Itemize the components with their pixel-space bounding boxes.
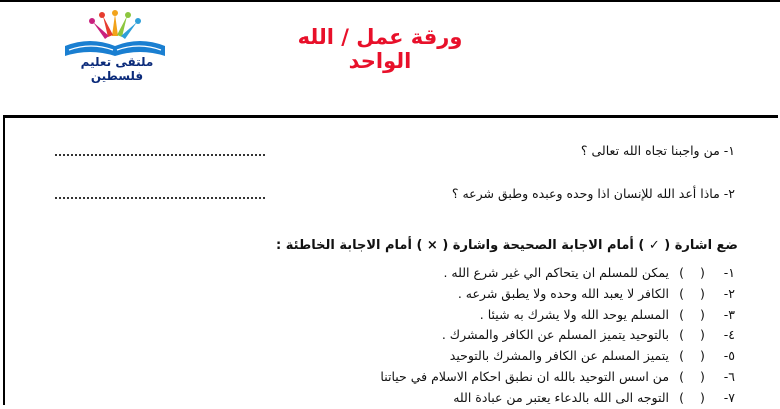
list-item [95,325,735,346]
question-1 [35,143,735,158]
item-text: يمكن للمسلم ان يتحاكم الي غير شرع الله . [443,265,670,280]
logo-text: ملتقى تعليم فلسطين [80,55,154,83]
item-text: الكافر لا يعبد الله وحده ولا يطبق شرعه . [457,285,670,301]
answer-box[interactable]: ( ) [679,327,705,343]
instruction-heading: ضع اشارة ( ✓ ) أمام الاجابة الصحيحة واشارة ( × ) أمام الاجابة الخاطئة : [276,238,738,253]
top-border [0,0,780,2]
item-text: يتميز المسلم عن الكافر والمشرك بالتوحيد [449,348,670,364]
list-item [95,367,735,388]
item-number: ٥- [723,348,735,364]
header-divider [3,115,778,118]
item-text: من اسس التوحيد بالله ان نطبق احكام الاسلام في حياتنا [380,368,670,384]
list-item [95,263,735,284]
item-number: ٤- [723,327,735,343]
question-text: من واجبنا تجاه الله تعالى ؟ [580,143,720,158]
logo-rays [89,10,141,39]
item-text: التوجه الى الله بالدعاء يعتبر من عبادة الله [453,389,670,405]
question-text: ماذا أعد الله للإنسان اذا وحده وعبده وطبق شرعه ؟ [451,186,720,201]
page-title: ورقة عمل / الله الواحد [297,25,463,73]
answer-box[interactable]: ( ) [679,265,705,280]
answer-box[interactable]: ( ) [679,348,705,364]
question-2 [35,186,735,201]
true-false-list [95,263,735,409]
item-number: ٦- [723,368,735,384]
item-number: ٧- [723,389,735,405]
answer-box[interactable]: ( ) [679,368,705,384]
item-number: ١- [723,265,735,280]
left-border [3,115,5,405]
answer-box[interactable]: ( ) [679,389,705,405]
item-number: ٢- [723,285,735,301]
answer-box[interactable]: ( ) [679,285,705,301]
item-text: بالتوحيد يتميز المسلم عن الكافر والمشرك . [441,327,670,343]
list-item [95,346,735,367]
item-text: المسلم يوحد الله ولا يشرك به شيئا . [479,306,670,322]
list-item [95,284,735,305]
answer-line[interactable] [55,154,265,156]
question-number: ١- [723,143,735,158]
answer-box[interactable]: ( ) [679,306,705,322]
item-number: ٣- [723,306,735,322]
list-item [95,388,735,409]
list-item [95,305,735,326]
question-number: ٢- [723,186,735,201]
answer-line[interactable] [55,197,265,199]
